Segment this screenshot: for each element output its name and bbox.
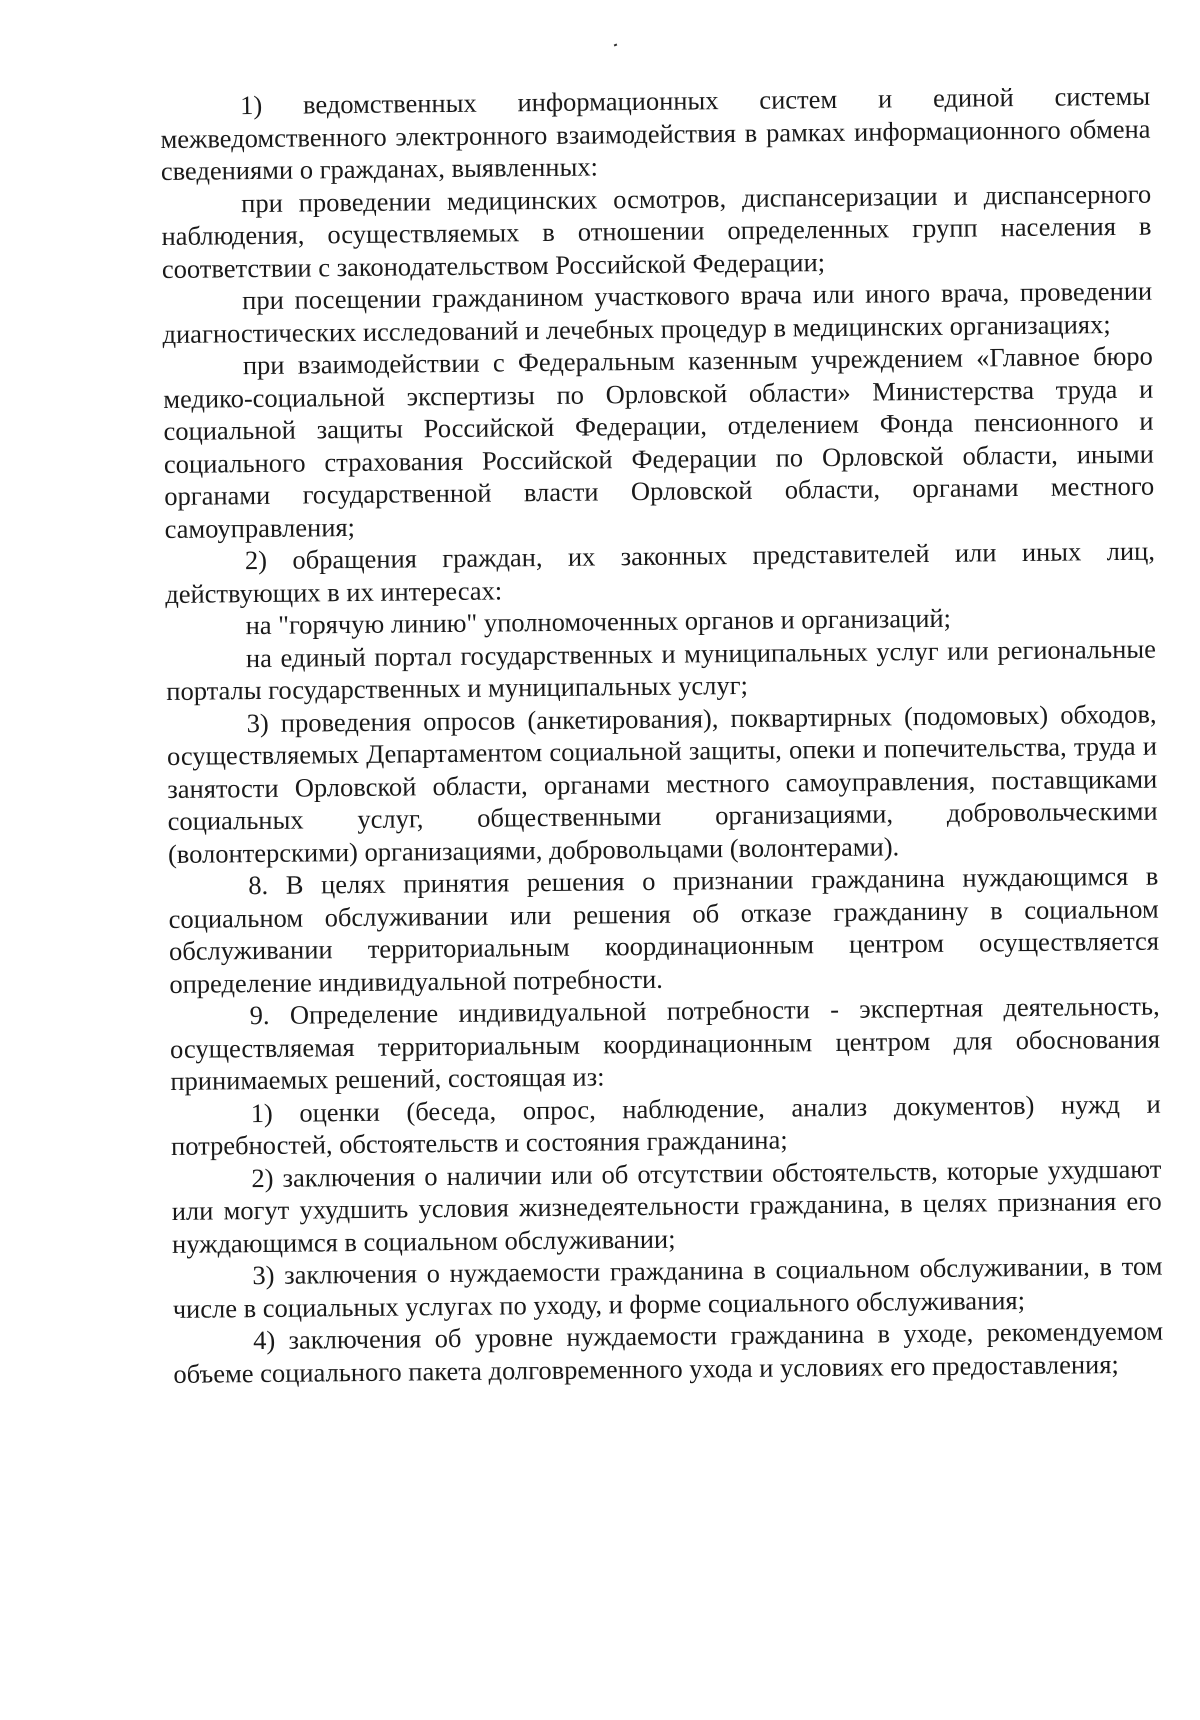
paragraph-medical-examinations: при проведении медицинских осмотров, диспансеризации и диспансерного наблюдения, осуществляемых в отношении определенных групп населения в соответствии с законодательством Российской Федерации; [161,178,1152,284]
paragraph-1-departmental-systems: 1) ведомственных информационных систем и единой системы межведомственного электронного взаимодействия в рамках информационного обмена сведениями о гражданах, выявленных: [160,80,1151,186]
scan-speck [614,44,618,47]
paragraph-8-decision-purpose: 8. В целях принятия решения о признании гражданина нуждающимся в социальном обслуживании или решения об отказе гражданину в социальном обслуживании территориальным координационным центром осуществляется определение индивидуальной потребности. [168,860,1160,999]
paragraph-doctor-visits: при посещении гражданином участкового врача или иного врача, проведении диагностических исследований и лечебных процедур в медицинских организациях; [162,275,1153,349]
paragraph-3-surveys: 3) проведения опросов (анкетирования), поквартирных (подомовых) обходов, осуществляемых Департаментом социальной защиты, опеки и попечительства, труда и занятости Орловской области, органами местного самоуправления, поставщиками социальных услуг, общественными организациями, добровольческими (волонтерскими) организациями, добровольцами (волонтерами). [166,698,1158,869]
paragraph-hotline: на "горячую линию" уполномоченных органов и организаций; [245,602,952,641]
paragraph-9-1-assessment: 1) оценки (беседа, опрос, наблюдение, анализ документов) нужд и потребностей, обстоятельств и состояния гражданина; [170,1088,1161,1161]
document-body [160,80,1164,1390]
paragraph-9-needs-definition: 9. Определение индивидуальной потребности - экспертная деятельность, осуществляемая территориальным координационным центром для обоснования принимаемых решений, состоящая из: [169,990,1161,1096]
paragraph-9-3-need-conclusion: 3) заключения о нуждаемости гражданина в социальном обслуживании, в том числе в социальных услугах по уходу, и форме социального обслуживания; [172,1250,1163,1324]
paragraph-9-2-circumstances: 2) заключения о наличии или об отсутствии обстоятельств, которые ухудшают или могут ухудшить условия жизнедеятельности гражданина, в целях признания его нуждающимся в социальном обслуживании; [171,1153,1162,1259]
paragraph-9-4-care-level: 4) заключения об уровне нуждаемости гражданина в уходе, рекомендуемом объеме социального пакета долговременного ухода и условиях его предоставления; [173,1315,1164,1389]
paragraph-2-citizen-appeals: 2) обращения граждан, их законных представителей или иных лиц, действующих в их интересах: [165,535,1156,609]
paragraph-interaction-bodies: при взаимодействии с Федеральным казенным учреждением «Главное бюро медико-социальной экспертизы по Орловской области» Министерства труда и социальной защиты Российской Федерации, отделением Фонда пенсионного и социального страхования Российской Федерации по Орловской области, иными органами государственной власти Орловской области, органами местного самоуправления; [163,340,1155,544]
paragraph-unified-portal: на единый портал государственных и муниципальных услуг или региональные порталы государственных и муниципальных услуг; [166,633,1157,706]
